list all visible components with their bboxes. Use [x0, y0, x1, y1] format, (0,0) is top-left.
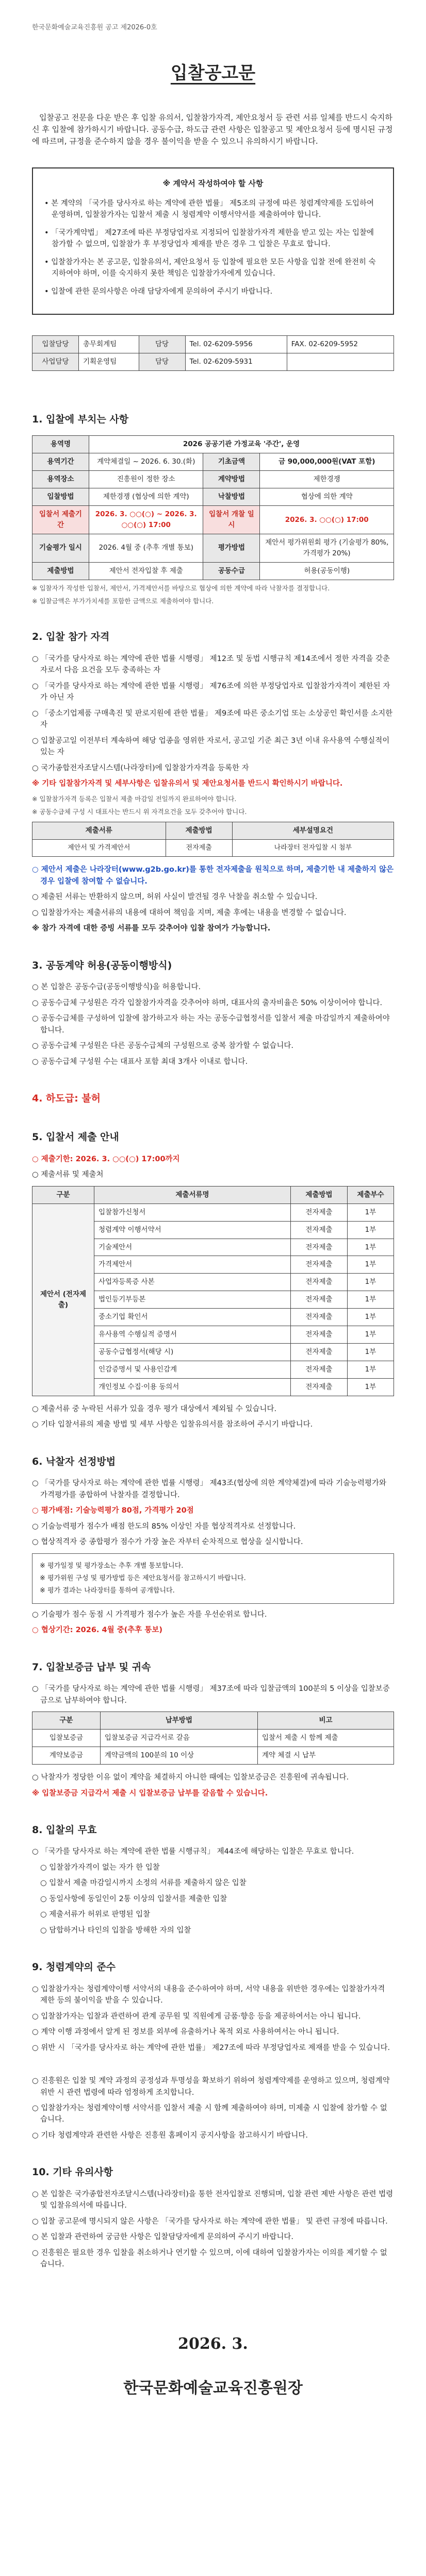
paragraph: ○ 「국가를 당사자로 하는 계약에 관한 법률 시행령」 제43조(협상에 의한 계약체결)에 따라 기술능력평가와 가격평가를 종합하여 낙찰자를 결정합니다. — [32, 1479, 387, 1499]
contact-fax — [287, 353, 394, 371]
paragraph: ※ 참가 자격에 대한 증빙 서류를 모두 갖추어야 입찰 참여가 가능합니다. — [32, 924, 271, 933]
paragraph: ○ 제출서류 및 제출처 — [32, 1171, 104, 1179]
schedule-note: ※ 평가 결과는 나라장터를 통하여 공개합니다. — [40, 1586, 175, 1595]
table-cell: 1부 — [348, 1344, 394, 1361]
table-cell: 1부 — [348, 1326, 394, 1344]
table-row — [32, 488, 394, 506]
cell-key: 제출방법 — [32, 562, 89, 580]
paragraph: ○ 입찰서 제출 마감일시까지 소정의 서류를 제출하지 않은 입찰 — [40, 1879, 247, 1888]
footer-organization: 한국문화예술교육진흥원장 — [123, 2379, 303, 2398]
table-cell: 전자제출 — [291, 1344, 348, 1361]
section-title: 9. 청렴계약의 준수 — [32, 1961, 116, 1973]
table-cell: 중소기업 확인서 — [94, 1309, 291, 1326]
paragraph: ○ 본 입찰과 관련하여 궁금한 사항은 입찰담당자에게 문의하여 주시기 바랍니다. — [32, 2233, 293, 2242]
contact-team: 총무회계팀 — [79, 336, 139, 353]
table-cell: 전자제출 — [291, 1309, 348, 1326]
table-cell: 전자제출 — [291, 1204, 348, 1221]
table-cell: 1부 — [348, 1309, 394, 1326]
table-cell: 1부 — [348, 1221, 394, 1239]
table-cell: 1부 — [348, 1378, 394, 1396]
cell-key: 입찰방법 — [32, 488, 89, 506]
cell-key: 낙찰방법 — [203, 488, 260, 506]
table-cell: 계약 체결 시 납부 — [257, 1747, 394, 1765]
column-header: 구분 — [32, 1712, 101, 1730]
table-cell: 입찰보증금 — [32, 1730, 101, 1747]
table-cell: 사업자등록증 사본 — [94, 1274, 291, 1291]
footer-date: 2026. 3. — [178, 2334, 248, 2353]
red-note: ※ 기타 입찰참가자격 및 세부사항은 입찰유의서 및 제안요청서를 반드시 확인하시기 바랍니다. — [32, 779, 343, 788]
paragraph: ○ 제출기한: 2026. 3. ○○(○) 17:00까지 — [32, 1155, 180, 1163]
column-header: 제출방법 — [166, 822, 232, 840]
table-cell: 입찰서 제출 시 함께 제출 — [257, 1730, 394, 1747]
contact-role: 입찰담당 — [32, 336, 79, 353]
paragraph: ○ 「국가를 당사자로 하는 계약에 관한 법률 시행령」 제37조에 따라 입찰금액의 100분의 5 이상을 입찰보증금으로 납부하여야 합니다. — [32, 1685, 390, 1705]
contact-phone: Tel. 02-6209-5956 — [185, 336, 287, 353]
table-row — [32, 506, 394, 534]
table-cell: 유사용역 수행실적 증명서 — [94, 1326, 291, 1344]
table-cell: 법인등기부등본 — [94, 1291, 291, 1309]
header-note: 한국문화예술교육진흥원 공고 제2026-0호 — [32, 24, 157, 31]
table-header-row — [32, 1712, 394, 1730]
table-cell: 나라장터 전자입찰 시 첨부 — [232, 840, 394, 857]
table-row — [32, 453, 394, 471]
cell-key: 용역장소 — [32, 471, 89, 488]
table-row — [32, 1747, 394, 1765]
paragraph: ○ 진흥원은 필요한 경우 입찰을 취소하거나 연기할 수 있으며, 이에 대하여 입찰참가자는 이의를 제기할 수 없습니다. — [32, 2248, 387, 2269]
paragraph: ○ 기술능력평가 점수가 배점 한도의 85% 이상인 자를 협상적격자로 선정합니다. — [32, 1522, 296, 1531]
submission-table — [32, 1186, 394, 1396]
table-cell: 1부 — [348, 1274, 394, 1291]
cell-key: 계약방법 — [203, 471, 260, 488]
cell-value: 금 90,000,000원(VAT 포함) — [260, 453, 394, 471]
schedule-note: ※ 평가위원 구성 및 평가방법 등은 제안요청서를 참고하시기 바랍니다. — [40, 1574, 246, 1582]
table-cell: 제안서 및 가격제안서 — [32, 840, 166, 857]
cell-key: 공동수급 — [203, 562, 260, 580]
paragraph: ○ 기타 청렴계약과 관련한 사항은 진흥원 홈페이지 공지사항을 참고하시기 바랍니다. — [32, 2131, 308, 2140]
table-row — [32, 471, 394, 488]
group-cell: 제안서 (전자제출) — [32, 1204, 94, 1396]
table-cell: 전자제출 — [291, 1291, 348, 1309]
table-row — [32, 1730, 394, 1747]
paragraph: ○ 본 입찰은 공동수급(공동이행방식)을 허용합니다. — [32, 983, 201, 992]
paragraph: ○ 제출서류 중 누락된 서류가 있을 경우 평가 대상에서 제외될 수 있습니다. — [32, 1404, 277, 1413]
paragraph: ○ 낙찰자가 정당한 이유 없이 계약을 체결하지 아니한 때에는 입찰보증금은 진흥원에 귀속됩니다. — [32, 1773, 349, 1782]
bid-info-table — [32, 435, 394, 580]
column-header: 제출방법 — [291, 1186, 348, 1204]
table-cell: 1부 — [348, 1256, 394, 1274]
paragraph: ○ 제출된 서류는 반환하지 않으며, 허위 사실이 발견될 경우 낙찰을 취소할 수 있습니다. — [32, 893, 318, 902]
cell-key: 용역기간 — [32, 453, 89, 471]
cell-value: 제한경쟁 (협상에 의한 계약) — [89, 488, 203, 506]
paragraph: ○ 동일사항에 동일인이 2통 이상의 입찰서를 제출한 입찰 — [40, 1894, 227, 1903]
cell-value: 2026 공공기관 가정교육 '주간', 운영 — [89, 436, 394, 453]
table-row — [32, 840, 394, 857]
table-cell: 1부 — [348, 1204, 394, 1221]
table-cell: 1부 — [348, 1361, 394, 1379]
paragraph: ○ 입찰참가자는 청렴계약이행 서약서의 내용을 준수하여야 하며, 서약 내용을 위반한 경우에는 입찰참가자격 제한 등의 불이익을 받을 수 있습니다. — [32, 1985, 385, 2005]
cell-value: 진흥원이 정한 장소 — [89, 471, 203, 488]
table-cell: 전자제출 — [291, 1378, 348, 1396]
notice-item: • 입찰에 관한 문의사항은 아래 담당자에게 문의하여 주시기 바랍니다. — [44, 287, 273, 296]
column-header: 구분 — [32, 1186, 94, 1204]
section-title: 8. 입찰의 무효 — [32, 1824, 97, 1836]
paragraph: ○ 입찰 공고문에 명시되지 않은 사항은 「국가를 당사자로 하는 계약에 관한 법률」 및 관련 규정에 따릅니다. — [32, 2217, 388, 2226]
section-title: 10. 기타 유의사항 — [32, 2166, 113, 2178]
table-cell: 입찰참가신청서 — [94, 1204, 291, 1221]
contact-table — [32, 335, 394, 371]
paragraph: ○ 공동수급체 구성원 수는 대표사 포함 최대 3개사 이내로 합니다. — [32, 1057, 248, 1066]
table-cell: 가격제안서 — [94, 1256, 291, 1274]
intro-text: 입찰공고 전문을 다운 받은 후 입찰 유의서, 입찰참가자격, 제안요청서 등 관련 서류 일체를 반드시 숙지하신 후 입찰에 참가하시기 바랍니다. 공동수급, 하도급 관련 사항은 입찰공고 및 제안요청서 등에 명시된 규정에 따르며, 규정을 준수하지 않을 경우 불이익을 받을 수 있으니 유의하시기 바랍니다. — [32, 112, 393, 146]
table-row — [32, 353, 394, 371]
paragraph: ○ 기술평가 점수 동점 시 가격평가 점수가 높은 자를 우선순위로 합니다. — [32, 1610, 267, 1619]
paragraph: ○ 제출서류가 허위로 판명된 입찰 — [40, 1910, 151, 1919]
cell-key: 입찰서 제출기간 — [32, 506, 89, 534]
column-header: 제출서류명 — [94, 1186, 291, 1204]
blue-note: ○ 제안서 제출은 나라장터(www.g2b.go.kr)를 통한 전자제출을 원칙으로 하며, 제출기한 내 제출하지 않은 경우 입찰에 참여할 수 없습니다. — [32, 866, 394, 886]
table-cell: 인감증명서 및 사용인감계 — [94, 1361, 291, 1379]
section-title: 3. 공동계약 허용(공동이행방식) — [32, 959, 172, 971]
notice-item: • 「국가계약법」 제27조에 따른 부정당업자로 지정되어 입찰참가자격 제한을 받고 있는 자는 입찰에 참가할 수 없으며, 입찰참가 후 부정당업자 제재를 받은 경우 그 입찰은 무효로 합니다. — [44, 228, 374, 249]
notice-item: • 입찰참가자는 본 공고문, 입찰유의서, 제안요청서 등 입찰에 필요한 모든 사항을 입찰 전에 완전히 숙지하여야 하며, 이를 숙지하지 못한 책임은 입찰참가자에게 있습니다. — [44, 258, 376, 278]
cell-value: 제안서 전자입찰 후 제출 — [89, 562, 203, 580]
cell-key: 평가방법 — [203, 534, 260, 562]
table-cell: 개인정보 수집·이용 동의서 — [94, 1378, 291, 1396]
column-header: 납부방법 — [100, 1712, 257, 1730]
note: ※ 입찰금액은 부가가치세를 포함한 금액으로 제출하여야 합니다. — [32, 597, 214, 605]
table-header-row — [32, 1186, 394, 1204]
contact-label: 담당 — [139, 336, 185, 353]
schedule-box — [32, 1553, 394, 1604]
table-row — [32, 436, 394, 453]
document-title: 입찰공고문 — [170, 63, 256, 84]
cell-key: 기초금액 — [203, 453, 260, 471]
table-cell: 전자제출 — [291, 1239, 348, 1256]
paragraph: ○ 진흥원은 입찰 및 계약 과정의 공정성과 투명성을 확보하기 위하여 청렴계약제를 운영하고 있으며, 청렴계약 위반 시 관련 법령에 따라 엄정하게 조치합니다. — [32, 2077, 390, 2097]
paragraph: ○ 국가종합전자조달시스템(나라장터)에 입찰참가자격을 등록한 자 — [32, 764, 249, 772]
column-header: 제출부수 — [348, 1186, 394, 1204]
paragraph: ○ 담합하거나 타인의 입찰을 방해한 자의 입찰 — [40, 1926, 191, 1935]
notice-box-title: ※ 계약서 작성하여야 할 사항 — [162, 178, 264, 188]
table-cell: 청렴계약 이행서약서 — [94, 1221, 291, 1239]
paragraph: ○ 협상적격자 중 종합평가 점수가 가장 높은 자부터 순차적으로 협상을 실시합니다. — [32, 1538, 303, 1547]
cell-value: 협상에 의한 계약 — [260, 488, 394, 506]
table-row — [32, 336, 394, 353]
note: ※ 입찰참가자격 등록은 입찰서 제출 마감일 전일까지 완료하여야 합니다. — [32, 794, 237, 803]
table-cell: 전자제출 — [291, 1274, 348, 1291]
paragraph: ○ 입찰참가자는 입찰과 관련하여 관계 공무원 및 직원에게 금품·향응 등을 제공하여서는 아니 됩니다. — [32, 2012, 361, 2021]
table-cell: 전자제출 — [291, 1256, 348, 1274]
paragraph: ○ 「국가를 당사자로 하는 계약에 관한 법률 시행규칙」 제44조에 해당하는 입찰은 무효로 합니다. — [32, 1848, 354, 1856]
cell-value: 계약체결일 ~ 2026. 6. 30.(화) — [89, 453, 203, 471]
paragraph: ○ 입찰참가자는 청렴계약이행 서약서를 입찰서 제출 시 함께 제출하여야 하며, 미제출 시 입찰에 참가할 수 없습니다. — [32, 2104, 387, 2124]
paragraph: ○ 입찰참가자격이 없는 자가 한 입찰 — [40, 1863, 160, 1872]
paragraph: ○ 기타 입찰서류의 제출 방법 및 세부 사항은 입찰유의서를 참조하여 주시기 바랍니다. — [32, 1420, 313, 1429]
contact-label: 담당 — [139, 353, 185, 371]
table-cell: 1부 — [348, 1291, 394, 1309]
table-cell: 전자제출 — [291, 1326, 348, 1344]
notice-item: • 본 계약의 「국가를 당사자로 하는 계약에 관한 법률」 제5조의 규정에 따른 청렴계약제를 도입하여 운영하며, 입찰참가자는 입찰서 제출 시 청렴계약 이행서약서를 제출하여야 합니다. — [44, 199, 374, 219]
contact-role: 사업담당 — [32, 353, 79, 371]
cell-key: 기술평가 일시 — [32, 534, 89, 562]
table-cell: 입찰보증금 지급각서로 갈음 — [100, 1730, 257, 1747]
paragraph: ○ 계약 이행 과정에서 알게 된 정보를 외부에 유출하거나 목적 외로 사용하여서는 아니 됩니다. — [32, 2028, 339, 2037]
section-title: 5. 입찰서 제출 안내 — [32, 1131, 119, 1143]
cell-value: 2026. 3. ○○(○) ~ 2026. 3. ○○(○) 17:00 — [89, 506, 203, 534]
cell-value: 제안서 평가위원회 평가 (기술평가 80%, 가격평가 20%) — [260, 534, 394, 562]
contact-phone: Tel. 02-6209-5931 — [185, 353, 287, 371]
column-header: 세부설명요건 — [232, 822, 394, 840]
table-row — [32, 562, 394, 580]
table-cell: 전자제출 — [291, 1361, 348, 1379]
contact-fax: FAX. 02-6209-5952 — [287, 336, 394, 353]
paragraph: ○ 입찰참가자는 제출서류의 내용에 대하여 책임을 지며, 제출 후에는 내용을 변경할 수 없습니다. — [32, 908, 347, 917]
schedule-note: ※ 평가일정 및 평가장소는 추후 개별 통보합니다. — [40, 1562, 184, 1570]
paragraph: ○ 공동수급체 구성원은 각각 입찰참가자격을 갖추어야 하며, 대표사의 출자비율은 50% 이상이어야 합니다. — [32, 998, 383, 1007]
contact-team: 기획운영팀 — [79, 353, 139, 371]
cell-value: 허용(공동이행) — [260, 562, 394, 580]
paragraph: ○ 위반 시 「국가를 당사자로 하는 계약에 관한 법률」 제27조에 따라 부정당업자로 제재를 받을 수 있습니다. — [32, 2043, 390, 2052]
documents-table — [32, 822, 394, 857]
table-cell: 전자제출 — [291, 1221, 348, 1239]
table-row — [32, 1204, 394, 1221]
notice-box — [32, 167, 394, 315]
cell-key: 입찰서 개찰 일시 — [203, 506, 260, 534]
section-title: 6. 낙찰자 선정방법 — [32, 1455, 116, 1467]
paragraph: ○ 평가배점: 기술능력평가 80점, 가격평가 20점 — [32, 1506, 194, 1515]
table-cell: 계약금액의 100분의 10 이상 — [100, 1747, 257, 1765]
table-cell: 전자제출 — [166, 840, 232, 857]
paragraph: ○ 협상기간: 2026. 4월 중(추후 통보) — [32, 1626, 162, 1635]
cell-value: 2026. 3. ○○(○) 17:00 — [260, 506, 394, 534]
paragraph: ○ 본 입찰은 국가종합전자조달시스템(나라장터)을 통한 전자입찰로 진행되며, 입찰 관련 제반 사항은 관련 법령 및 입찰유의서에 따릅니다. — [32, 2190, 394, 2210]
paragraph: ○ 「국가를 당사자로 하는 계약에 관한 법률 시행령」 제76조에 의한 부정당업자로 입찰참가자격이 제한된 자가 아닌 자 — [32, 682, 390, 702]
paragraph: ○ 공동수급체 구성원은 다른 공동수급체의 구성원으로 중복 참가할 수 없습니다. — [32, 1042, 293, 1050]
note: ※ 공동수급체 구성 시 대표사는 반드시 위 자격요건을 모두 갖추어야 합니다. — [32, 807, 247, 816]
red-note: ※ 입찰보증금 지급각서 제출 시 입찰보증금 납부를 갈음할 수 있습니다. — [32, 1789, 268, 1798]
section-title: 4. 하도급: 불허 — [32, 1092, 101, 1104]
table-cell: 공동수급협정서(해당 시) — [94, 1344, 291, 1361]
deposit-table — [32, 1711, 394, 1765]
note: ※ 입찰자가 작성한 입찰서, 제안서, 가격제안서를 바탕으로 협상에 의한 계약에 따라 낙찰자를 결정합니다. — [32, 584, 330, 592]
table-header-row — [32, 822, 394, 840]
table-cell: 1부 — [348, 1239, 394, 1256]
paragraph: ○ 「국가를 당사자로 하는 계약에 관한 법률 시행령」 제12조 및 동법 시행규칙 제14조에서 정한 자격을 갖춘 자로서 다음 요건을 모두 충족하는 자 — [32, 654, 390, 675]
paragraph: ○ 입찰공고일 이전부터 계속하여 해당 업종을 영위한 자로서, 공고일 기준 최근 3년 이내 유사용역 수행실적이 있는 자 — [32, 736, 390, 757]
table-row — [32, 534, 394, 562]
column-header: 제출서류 — [32, 822, 166, 840]
table-cell: 기술제안서 — [94, 1239, 291, 1256]
section-title: 7. 입찰보증금 납부 및 귀속 — [32, 1661, 151, 1673]
paragraph: ○ 공동수급체를 구성하여 입찰에 참가하고자 하는 자는 공동수급협정서를 입찰서 제출 마감일까지 제출하여야 합니다. — [32, 1014, 390, 1035]
table-cell: 계약보증금 — [32, 1747, 101, 1765]
section-title: 2. 입찰 참가 자격 — [32, 631, 110, 643]
column-header: 비고 — [257, 1712, 394, 1730]
cell-value: 2026. 4월 중 (추후 개별 통보) — [89, 534, 203, 562]
paragraph: ○ 「중소기업제품 구매촉진 및 판로지원에 관한 법률」 제9조에 따른 중소기업 또는 소상공인 확인서를 소지한 자 — [32, 709, 393, 730]
section-title: 1. 입찰에 부치는 사항 — [32, 413, 129, 425]
cell-value: 제한경쟁 — [260, 471, 394, 488]
cell-key: 용역명 — [32, 436, 89, 453]
